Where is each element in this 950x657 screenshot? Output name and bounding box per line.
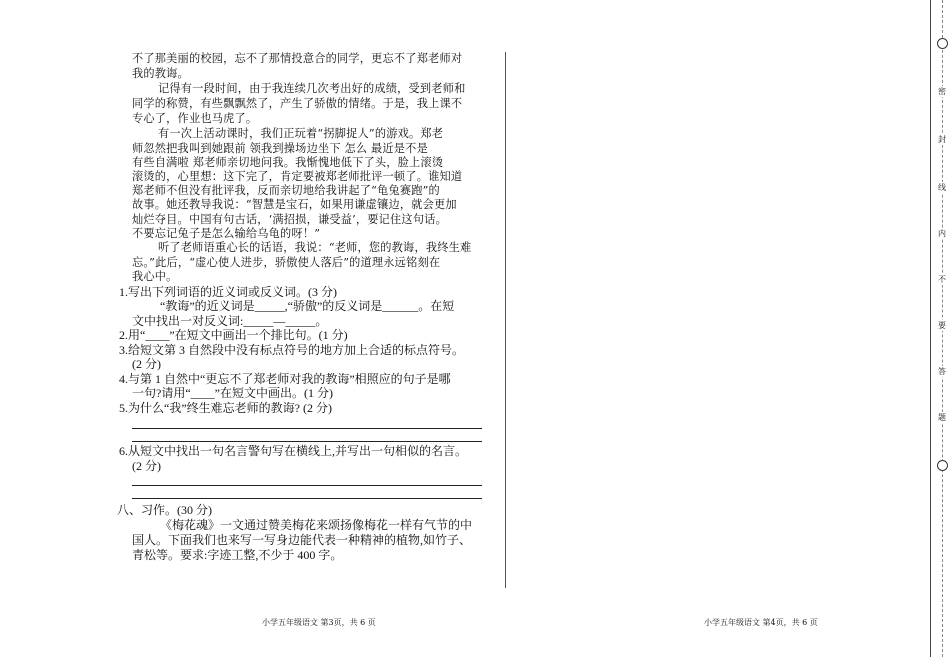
- binding-margin: [930, 0, 950, 657]
- answer-line[interactable]: [132, 441, 482, 442]
- binding-char: 要: [938, 321, 946, 330]
- passage-line: 记得有一段时间，由于我连续几次考出好的成绩，受到老师和: [158, 82, 466, 95]
- passage-line: 滚烫的，心里想：这下完了，肯定要被郑老师批评一顿了。谁知道: [132, 170, 463, 183]
- passage-line: 我心中。: [132, 270, 178, 283]
- question-3: 3.给短文第 3 自然段中没有标点符号的地方加上合适的标点符号。: [119, 343, 465, 357]
- composition-prompt-line: 青松等。要求:字迹工整,不少于 400 字。: [132, 548, 343, 562]
- passage-line: 郑老师不但没有批评我，反而亲切地给我讲起了“龟兔赛跑”的: [132, 184, 440, 197]
- binding-char: 内: [938, 229, 946, 238]
- binding-char: 不: [938, 275, 946, 284]
- binding-char: 答: [938, 367, 946, 376]
- question-1-line-3: 文中找出一对反义词:_____—_____。: [132, 314, 328, 328]
- answer-line[interactable]: [132, 485, 482, 486]
- binding-char: 线: [938, 183, 946, 192]
- passage-line: 师忽然把我叫到她跟前 领我到操场边坐下 怎么 最近是不是: [132, 142, 428, 155]
- passage-line: 灿烂夺目。中国有句古话，‘满招损，谦受益’，要记住这句话。: [132, 213, 447, 226]
- composition-prompt-line: 国人。下面我们也来写一写身边能代表一种精神的植物,如竹子、: [132, 533, 472, 547]
- question-4-line-2: 一句?请用“____”在短文中画出。(1 分): [132, 386, 333, 400]
- question-2: 2.用“____”在短文中画出一个排比句。(1 分): [119, 328, 348, 342]
- answer-line[interactable]: [132, 428, 482, 429]
- passage-line: 专心了，作业也马虎了。: [132, 112, 258, 125]
- composition-prompt-line: 《梅花魂》一文通过赞美梅花来颂扬像梅花一样有气节的中: [160, 518, 473, 532]
- passage-line: 同学的称赞，有些飘飘然了，产生了骄傲的情绪。于是，我上课不: [132, 97, 463, 110]
- binding-char: 题: [938, 413, 946, 422]
- section-8-heading: 八、习作。(30 分): [117, 503, 212, 517]
- question-1: 1.写出下列词语的近义词或反义词。(3 分): [119, 285, 337, 299]
- passage-line: 听了老师语重心长的话语，我说：“老师，您的教诲，我终生难: [158, 241, 472, 254]
- passage-line: 有些自满啦 郑老师亲切地问我。我惭愧地低下了头，脸上滚烫: [132, 156, 444, 169]
- passage-line: 故事。她还教导我说：“智慧是宝石，如果用谦虚镶边，就会更加: [132, 198, 457, 211]
- question-6-score: (2 分): [132, 459, 161, 473]
- passage-line: 有一次上活动课时，我们正玩着“拐脚捉人”的游戏。郑老: [158, 127, 444, 140]
- binding-char: 密: [938, 87, 946, 96]
- question-6: 6.从短文中找出一句名言警句写在横线上,并写出一句相似的名言。: [119, 444, 468, 458]
- page-footer-left: 小学五年级语文 第3页，共 6 页: [262, 618, 376, 627]
- passage-line: 不要忘记兔子是怎么输给乌龟的呀！”: [132, 227, 321, 240]
- question-3-score: (2 分): [132, 357, 161, 371]
- binding-hole-icon: [937, 38, 948, 49]
- passage-line: 不了那美丽的校园，忘不了那情投意合的同学，更忘不了郑老师对: [132, 52, 463, 65]
- question-4: 4.与第 1 自然中“更忘不了郑老师对我的教诲”相照应的句子是哪: [119, 372, 451, 386]
- passage-line: 我的教诲。: [132, 67, 189, 80]
- binding-hole-icon: [937, 460, 948, 471]
- page-footer-right: 小学五年级语文 第4页，共 6 页: [704, 618, 818, 627]
- passage-line: 忘。”此后，“虚心使人进步，骄傲使人落后”的道理永远铭刻在: [132, 256, 441, 269]
- answer-line[interactable]: [132, 498, 482, 499]
- question-5: 5.为什么“我”终生难忘老师的教诲? (2 分): [119, 401, 332, 415]
- binding-char: 封: [938, 135, 946, 144]
- question-1-line-2: “教诲”的近义词是_____,“骄傲”的反义词是______。在短: [160, 299, 455, 313]
- exam-page-4: [506, 0, 930, 657]
